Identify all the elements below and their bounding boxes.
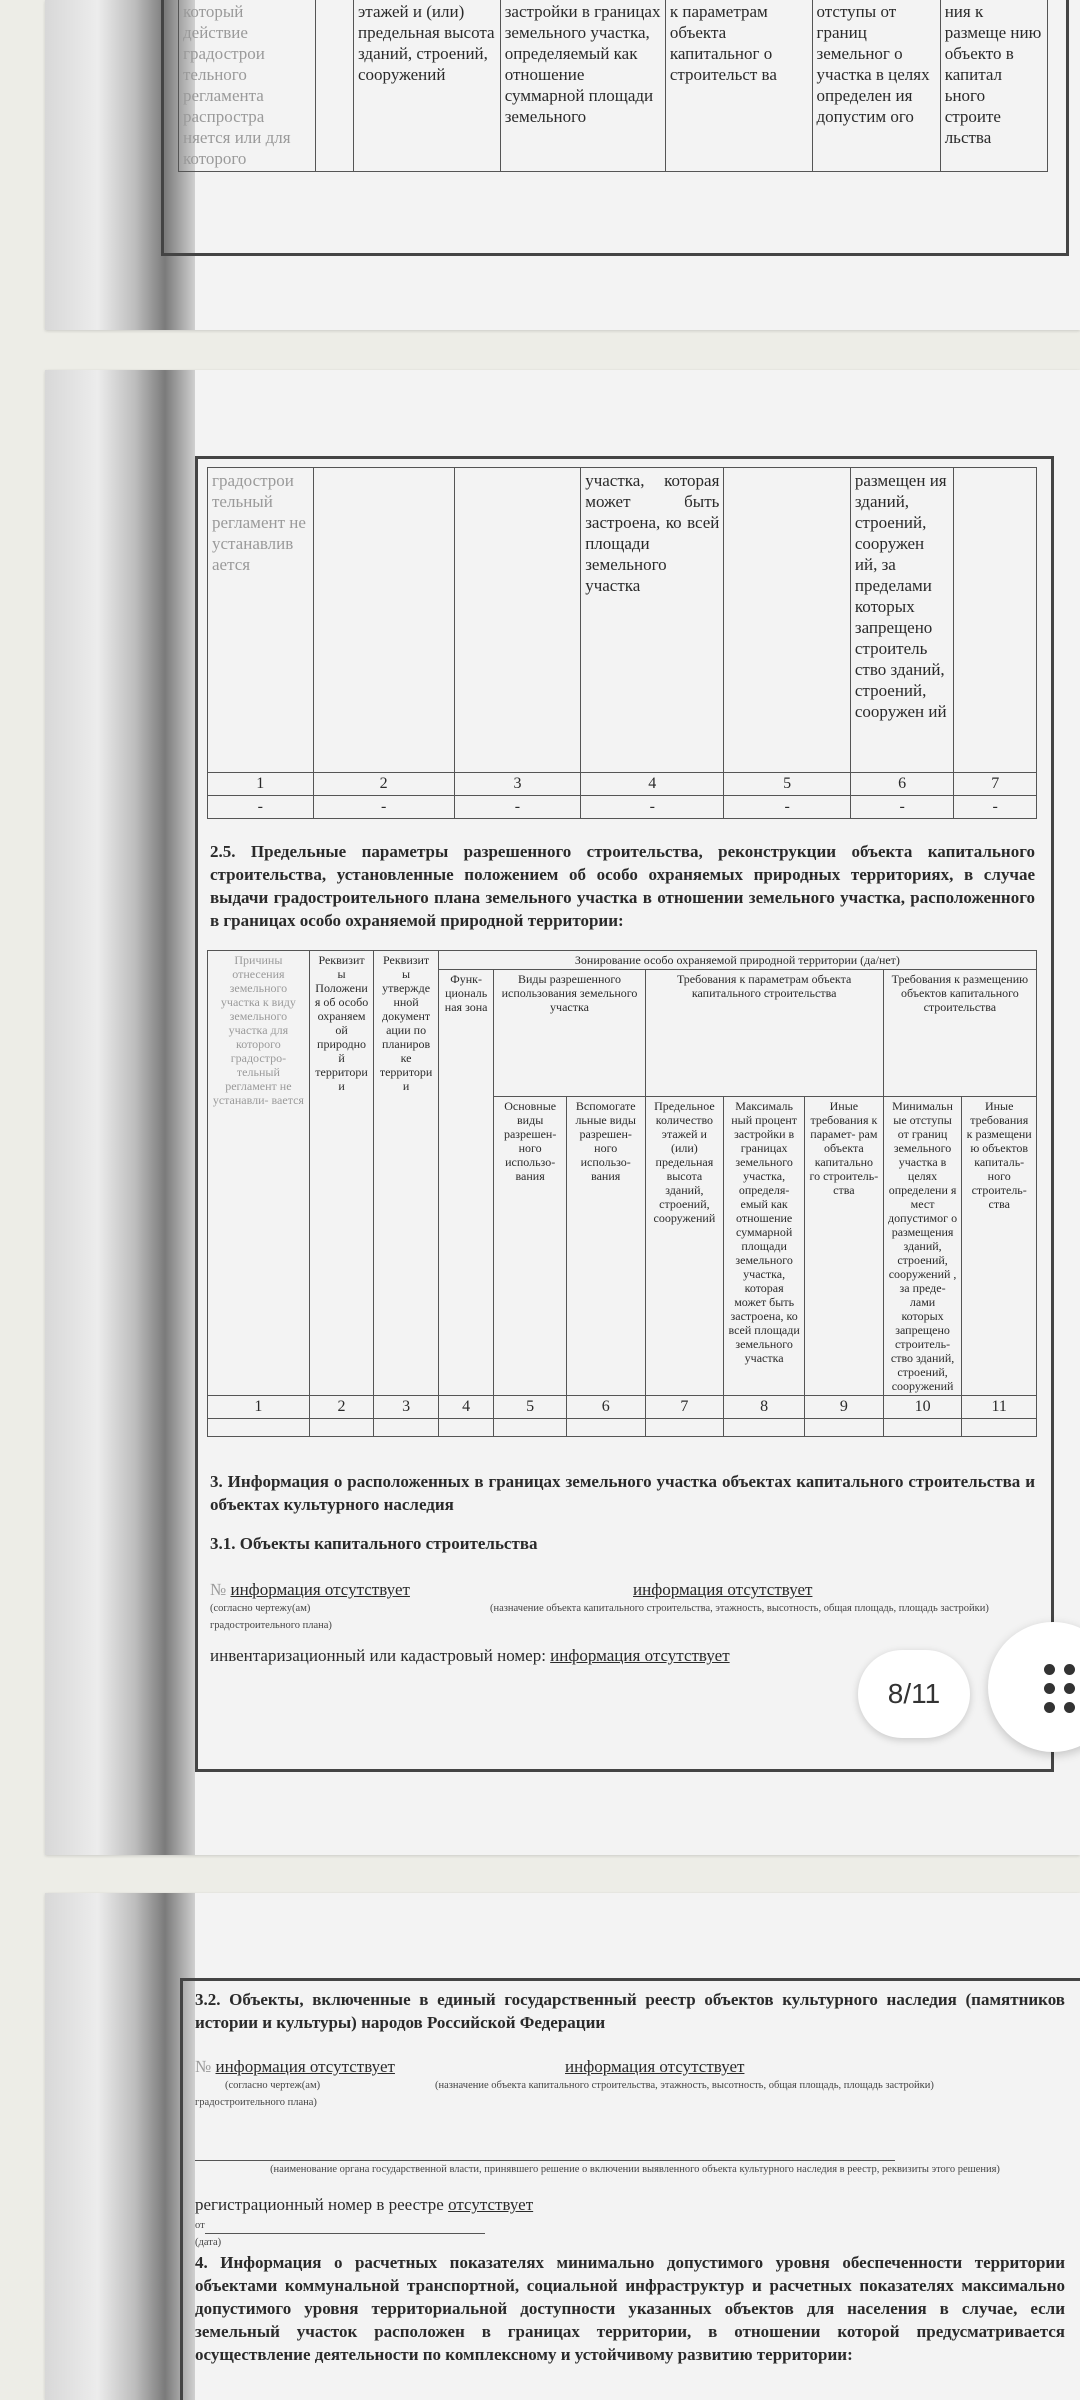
table-cell: 6	[850, 773, 953, 796]
table-cell: градострои тельный регламент не устанавлив ается	[208, 468, 314, 773]
table-header-cell: Требования к размещению объектов капитального строительства	[883, 970, 1036, 1097]
section-2-5-heading: 2.5. Предельные параметры разрешенного строительства, реконструкции объекта капитального строительства, установленные положением об особо охраняемых природных территориях, в случае выдачи градостроительного плана земельного участка в отношении земельного участка, расположенного в границах особо охраняемой природной территории:	[210, 842, 1035, 930]
table-cell: который действие градострои тельного регламента распростра няется или для которого	[179, 0, 316, 172]
object-number-value: информация отсутствует	[230, 1580, 410, 1599]
table-header-cell: Виды разрешенного использования земельного участка	[494, 970, 645, 1097]
table-header-cell: Требования к параметрам объекта капитального строительства	[645, 970, 883, 1097]
inventory-number-line	[210, 1644, 910, 1667]
table-header-cell: Вспомогате льные виды разрешен- ного использо- вания	[566, 1097, 645, 1396]
page-indicator: 8/11	[858, 1650, 970, 1738]
table-cell: 9	[805, 1396, 884, 1419]
caption-drawing: (согласно чертежу(ам)	[210, 1603, 311, 1614]
parameters-table	[207, 467, 1037, 819]
table-cell: 3	[454, 773, 580, 796]
org-underline	[195, 2160, 895, 2161]
table-cell	[313, 468, 454, 773]
registry-value: отсутствует	[448, 2195, 534, 2214]
table-header-cell: Минимальн ые отступы от границ земельного участка в целях определени я мест допустимог о размещения зданий, строений, сооружений , за преде- лами которых запрещено строитель- ство зданий, строений, сооружений	[883, 1097, 962, 1396]
table-cell: этажей и (или) предельная высота зданий, строений, сооружений	[354, 0, 501, 172]
table-header-cell: Реквизит ы Положени я об особо охраняем ой природно й территори и	[309, 951, 374, 1396]
page-fold-shadow	[45, 1893, 195, 2400]
parameters-table-continued	[178, 0, 1048, 172]
table-header-cell: Причины отнесения земельного участка к виду земельного участка для которого градостро- тельный регламент не устанавли- вается	[208, 951, 310, 1396]
table-cell	[315, 0, 353, 172]
table-cell: -	[850, 796, 953, 819]
section-4-heading: 4. Информация о расчетных показателях минимально допустимого уровня обеспеченности территории объектами коммунальной транспортной, социальной инфраструктур и расчетных показателях максимально допустимого уровня территориальной доступности указанных объектов для населения в случае, если земельный участок расположен в границах территории, в отношении которой предусматривается осуществление деятельности по комплексному и устойчивому развитию территории:	[195, 2253, 1065, 2364]
grid-dots-icon	[1044, 1664, 1076, 1712]
table-cell: -	[581, 796, 724, 819]
table-cell: 5	[724, 773, 850, 796]
protected-area-table	[207, 950, 1037, 1437]
caption-purpose: (назначение объекта капитального строительства, этажность, высотность, общая площадь, площадь застройки)	[490, 1603, 989, 1614]
table-cell: -	[954, 796, 1037, 819]
caption-purpose: (назначение объекта капитального строительства, этажность, высотность, общая площадь, площадь застройки)	[435, 2080, 934, 2091]
table-cell: -	[724, 796, 850, 819]
table-cell	[374, 1419, 439, 1437]
table-cell: 1	[208, 1396, 310, 1419]
registry-label: регистрационный номер в реестре	[195, 2195, 444, 2214]
registry-number-line	[195, 2193, 895, 2216]
table-cell: отступы от границ земельног о участка в целях определен ия допустим ого	[812, 0, 940, 172]
table-cell	[724, 1419, 805, 1437]
table-cell	[494, 1419, 566, 1437]
table-cell: 2	[309, 1396, 374, 1419]
table-cell	[883, 1419, 962, 1437]
inventory-label: инвентаризационный или кадастровый номер:	[210, 1646, 546, 1665]
table-header-cell: Предельное количество этажей и (или) предельная высота зданий, строений, сооружений	[645, 1097, 724, 1396]
section-3-heading: 3. Информация о расположенных в границах земельного участка объектах капитального строительства и объектах культурного наследия	[210, 1472, 1035, 1514]
document-page-8	[45, 370, 1080, 1855]
caption-plan: градостроительного плана)	[195, 2097, 317, 2108]
column-numbers-row	[208, 1396, 1037, 1419]
table-cell: застройки в границах земельного участка, определяемый как отношение суммарной площади земельного	[500, 0, 665, 172]
values-row	[208, 796, 1037, 819]
table-cell: 4	[438, 1396, 494, 1419]
object-purpose-value: информация отсутствует	[633, 1580, 813, 1599]
table-cell: 6	[566, 1396, 645, 1419]
table-cell: 3	[374, 1396, 439, 1419]
table-cell: 8	[724, 1396, 805, 1419]
table-cell: 10	[883, 1396, 962, 1419]
section-3-1-heading: 3.1. Объекты капитального строительства	[210, 1534, 538, 1553]
table-cell: -	[313, 796, 454, 819]
section-3-2-heading: 3.2. Объекты, включенные в единый государственный реестр объектов культурного наследия (памятников истории и культуры) народов Российской Федерации	[195, 1990, 1065, 2032]
table-header-cell: Зонирование особо охраняемой природной территории (да/нет)	[438, 951, 1036, 970]
table-header-cell: Иные требования к размещени ю объектов капиталь- ного строитель- ства	[962, 1097, 1037, 1396]
table-cell	[454, 468, 580, 773]
table-cell	[645, 1419, 724, 1437]
table-cell	[805, 1419, 884, 1437]
number-prefix: №	[210, 1580, 227, 1599]
table-cell: 7	[645, 1396, 724, 1419]
table-cell	[962, 1419, 1037, 1437]
table-cell	[438, 1419, 494, 1437]
page-fold-shadow	[45, 370, 195, 1855]
table-cell	[954, 468, 1037, 773]
table-cell	[566, 1419, 645, 1437]
object-number-value: информация отсутствует	[215, 2057, 395, 2076]
table-header-cell: Основные виды разрешен- ного использо- вания	[494, 1097, 566, 1396]
object-number-line	[210, 1578, 470, 1601]
table-header-cell: Иные требования к парамет- рам объекта капитально го строитель- ства	[805, 1097, 884, 1396]
table-cell: 4	[581, 773, 724, 796]
document-page-9	[45, 1893, 1080, 2400]
date-underline	[205, 2233, 485, 2234]
caption-organization: (наименование органа государственной власти, принявшего решение о включении выявленного объекта культурного наследия в реестр, реквизиты этого решения)	[270, 2164, 1000, 2175]
table-header-cell: Функ- циональ ная зона	[438, 970, 494, 1396]
table-cell	[208, 1419, 310, 1437]
table-header-cell: Реквизит ы утвержде нной документ ации по планиров ке территори и	[374, 951, 439, 1396]
number-prefix: №	[195, 2057, 212, 2076]
date-caption: (дата)	[195, 2237, 222, 2248]
caption-plan: градостроительного плана)	[210, 1620, 332, 1631]
table-cell	[724, 468, 850, 773]
inventory-value: информация отсутствует	[550, 1646, 730, 1665]
table-cell: -	[454, 796, 580, 819]
column-numbers-row	[208, 773, 1037, 796]
table-cell	[309, 1419, 374, 1437]
object-number-line	[195, 2055, 455, 2078]
table-cell: 2	[313, 773, 454, 796]
object-purpose-value: информация отсутствует	[565, 2057, 745, 2076]
table-cell: 1	[208, 773, 314, 796]
table-cell: размещен ия зданий, строений, сооружен ий, за пределами которых запрещено строитель ство зданий, строений, сооружен ий	[850, 468, 953, 773]
table-cell: к параметрам объекта капитальног о строительст ва	[665, 0, 812, 172]
caption-drawing: (согласно чертеж(ам)	[225, 2080, 321, 2091]
table-cell: ния к размеще нию объекто в капитал ьного строите льства	[940, 0, 1047, 172]
document-page-7	[45, 0, 1080, 330]
table-cell: участка, которая может быть застроена, ко всей площади земельного участка	[581, 468, 724, 773]
table-header-cell: Максималь ный процент застройки в границах земельного участка, определя- емый как отношение суммарной площади земельного участка, которая может быть застроена, ко всей площади земельного участка	[724, 1097, 805, 1396]
table-cell: 7	[954, 773, 1037, 796]
table-cell: 5	[494, 1396, 566, 1419]
from-label: от	[195, 2220, 205, 2231]
table-cell: 11	[962, 1396, 1037, 1419]
table-cell: -	[208, 796, 314, 819]
